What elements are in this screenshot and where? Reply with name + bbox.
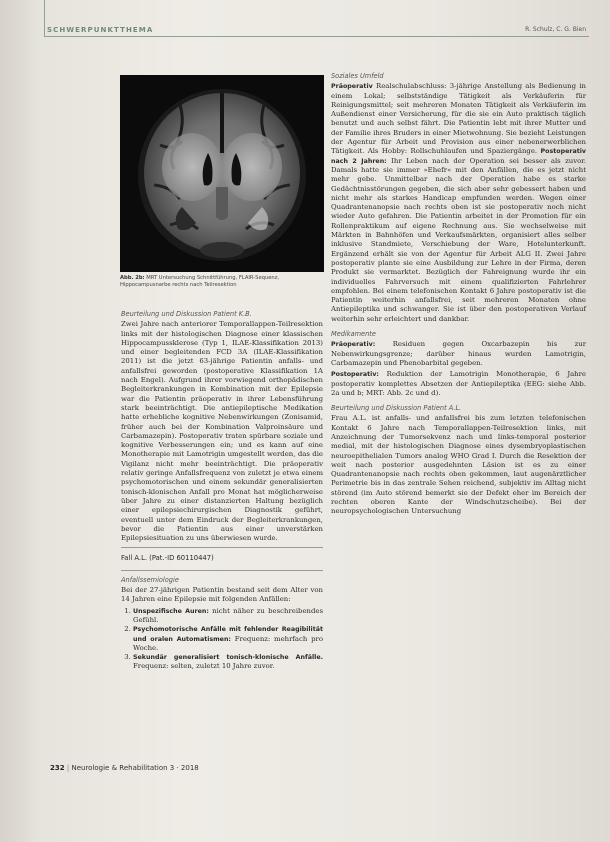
figure-caption-label: Abb. 2b: xyxy=(120,275,145,281)
case-separator-rule xyxy=(121,547,323,548)
header-rule xyxy=(44,36,589,37)
paragraph-lead: Präoperativ xyxy=(331,83,373,91)
paragraph-assessment-kb: Zwei Jahre nach anteriorer Temporallappen-Teilresektion links mit der histologischen Diagnose einer klassischen Hippocampussklerose (Typ 1, ILAE-Klassifikation 2013) und einer begleitenden FCD 3A (ILAE-Klassifikation 2011) ist die jetzt 63-jährige Patientin anfalls- und anfallsfrei geworden (postoperative Klassifikation 1A nach Engel). Aufgrund ihrer vorwiegend orthopädischen Begleiterkrankungen in Kombination mit der Epilepsie war die Patientin präoperativ in ihrer Lebensführung stark beeinträchtigt. Die antiepileptische Medikation hatte erhebliche kognitive Nebenwirkungen (Zonisamid, früher auch bei der Kombination Valproinsäure und Carbamazepin). Postoperativ traten spürbare soziale und kognitive Verbesserungen ein; und es kann auf eine Monotherapie mit Lamotrigin umgestellt werden, das die Vigilanz nicht mehr beeinträchtigt. Die präoperativ relativ geringe Anfallsfrequenz von zuletzt je etwa einem psychomotorischen und einem sekundär generalisierten tonisch-klonischen Anfall pro Monat hat möglicherweise über Jahre zu einer distanzierten Haltung bezüglich einer epilepsiechirurgischen Diagnostik geführt, eventuell unter dem Eindruck der Begleiterkrankungen, bevor die Patientin aus einer unverstärken Epilepsiesituation zu uns überwiesen wurde. xyxy=(121,320,323,543)
section-heading-assessment-al: Beurteilung und Diskussion Patient A.L. xyxy=(331,404,462,413)
paragraph-body: Realschulabschluss: 3-jährige Anstellung als Bedienung in einem Lokal; selbstständige Tätigkeit als Verkäuferin für Reinigungsmittel; seit mehreren Monaten Tätigkeit als Verkäuferin im Außendienst einer Versicherung, für die sie ein Auto praktisch täglich benutzt und auch selbst fährt. Die Patientin lebt mit ihrer Mutter und der Familie ihres Bruders in einer Mietwohnung. Sie bezieht Leistungen der Agentur für Arbeit und Provision aus einer nebenerwerblichen Tätigkeit. Als Hobby: Rollschuhlaufen und Spaziergänge. xyxy=(331,82,586,156)
list-item-lead: Sekundär generalisiert tonisch-klonische Anfälle. xyxy=(133,654,323,662)
list-item-lead: Psychomotorische Anfälle mit fehlender Reagibilität und oralen Automatismen: xyxy=(133,626,323,643)
mri-coronal-scan-image xyxy=(120,75,324,272)
paragraph-medication-postop xyxy=(331,370,586,398)
paragraph-social-preop xyxy=(331,82,586,324)
figure-caption xyxy=(120,275,325,289)
running-head-authors: R. Schulz, C. G. Bien xyxy=(525,26,586,33)
page-footer xyxy=(50,764,199,772)
section-heading-assessment-kb: Beurteilung und Diskussion Patient K.B. xyxy=(121,310,252,318)
paragraph-medication-preop xyxy=(331,340,586,368)
left-column xyxy=(121,305,323,672)
journal-name: Neurologie & Rehabilitation 3 · 2018 xyxy=(71,764,199,772)
header-rule-vertical xyxy=(44,0,45,36)
section-label: SCHWERPUNKTTHEMA xyxy=(47,26,154,34)
mri-brain-figure xyxy=(120,75,324,272)
paragraph-assessment-al: Frau A.L. ist anfalls- und anfallsfrei bis zum letzten telefonischen Kontakt 6 Jahre nach Temporallappen-Teilresektion links, mit Anzeichnung der Tumorsekvenz nach und links-temporal posterior medial, mit der histologischen Diagnose eines dysembryoplastischen neuroepithelialen Tumors analog WHO Grad I. Durch die Resektion der weit nach posterior ausgedehnten Läsion ist es zu einer Quadrantenanopsie nach rechts oben gekommen, laut augenärztlicher Perimetrie bis in das zentrale Sehen reichend, subjektiv im Alltag nicht störend (im Auto störend bemerkt sie der Defekt eher im Bereich der rechten oberen Kante der Windschutzscheibe). Bei der neuropsychologischen Untersuchung xyxy=(331,414,586,516)
paragraph-lead: Präoperativ: xyxy=(331,341,376,349)
case-id-heading: Fall A.L. (Pat.-ID 60110447) xyxy=(121,554,214,563)
section-heading-social: Soziales Umfeld xyxy=(331,72,384,80)
page-number: 232 xyxy=(50,764,65,772)
case-separator-rule-2 xyxy=(121,570,323,571)
list-item-text: Frequenz: selten, zuletzt 10 Jahre zuvor. xyxy=(133,662,275,671)
figure-caption-text: MRT Untersuchung Schnittführung, FLAIR-Sequenz, Hippocampusnarbe rechts nach Teilresektion xyxy=(120,275,280,288)
running-header xyxy=(0,0,610,44)
list-item-lead: Unspezifische Auren: xyxy=(133,607,209,615)
paragraph-lead: Postoperativ: xyxy=(331,371,379,379)
list-item-text: nicht näher zu beschreibendes Gefühl. xyxy=(133,606,323,624)
list-item xyxy=(133,625,323,653)
list-item-text: Frequenz: mehrfach pro Woche. xyxy=(133,634,324,652)
section-heading-semiology: Anfallssemiologie xyxy=(121,575,179,584)
paragraph-body: Reduktion der Lamotrigin Monotherapie, 6 Jahre postoperativ komplettes Absetzen der Antiepileptika (EEG: siehe Abb. 2a und b; MRT: Abb. 2c und d). xyxy=(331,370,586,397)
paragraph-body: Residuen gegen Oxcarbazepin bis zur Nebenwirkungsgrenze; darüber hinaus wurden Lamotrigin, Carbamazepin und Phenobarbital gegeben. xyxy=(331,340,586,367)
paragraph-body: Ihr Leben nach der Operation sei besser als zuvor. Damals hatte sie immer »Ehefr« mit den Anfällen, die es jetzt nicht mehr gebe. Unmittelbar nach der Operation habe es starke Gedächtnisstörungen gegeben, die sich aber sehr gebessert haben und nicht mehr als starkes Handicap empfunden werden. Wegen einer Quadrantenanopsie nach rechts oben ist sie postoperativ noch nicht wieder Auto gefahren. Die Patientin arbeitet in der Promotion für ein Rollenpraktikum auf eigene Rechnung aus. Sie wechselweise mit Märkten in Bahnhöfen und Verkaufsmärkten, organisiert alles selber inklusive Standmiete, Verschiebung der Ware, Hotelunterkunft. Ergänzend erhält sie von der Agentur für Arbeit ALG II. Zwei Jahre postoperativ plante sie eine Ausbildung zur Lehre in der Firma, deren Produkt sie vermarktet. Bezüglich der Fahreignung wurde ihr ein individuelles Fahrversuch mit einem qualifizierten Fahrlehrer empfohlen. Bei einem telefonischen Kontakt 6 Jahre postoperativ ist die Patientin weiterhin anfallsfrei, seit mehreren Monaten ohne Antiepileptika und schwanger. Sie ist über den postoperativen Verlauf weiterhin sehr erleichtert und dankbar. xyxy=(331,156,586,323)
right-column xyxy=(331,72,586,519)
list-item xyxy=(133,653,323,672)
paragraph-lead: Postoperativ nach 2 Jahren: xyxy=(331,148,586,165)
list-item xyxy=(133,607,323,626)
footer-divider: | xyxy=(66,764,72,772)
paragraph-semiology-intro: Bei der 27-jährigen Patientin bestand seit dem Alter von 14 Jahren eine Epilepsie mit folgenden Anfällen: xyxy=(121,586,323,604)
section-heading-medication: Medikamente xyxy=(331,330,376,339)
seizure-types-list xyxy=(121,607,323,672)
page-gutter-shadow xyxy=(0,0,38,842)
